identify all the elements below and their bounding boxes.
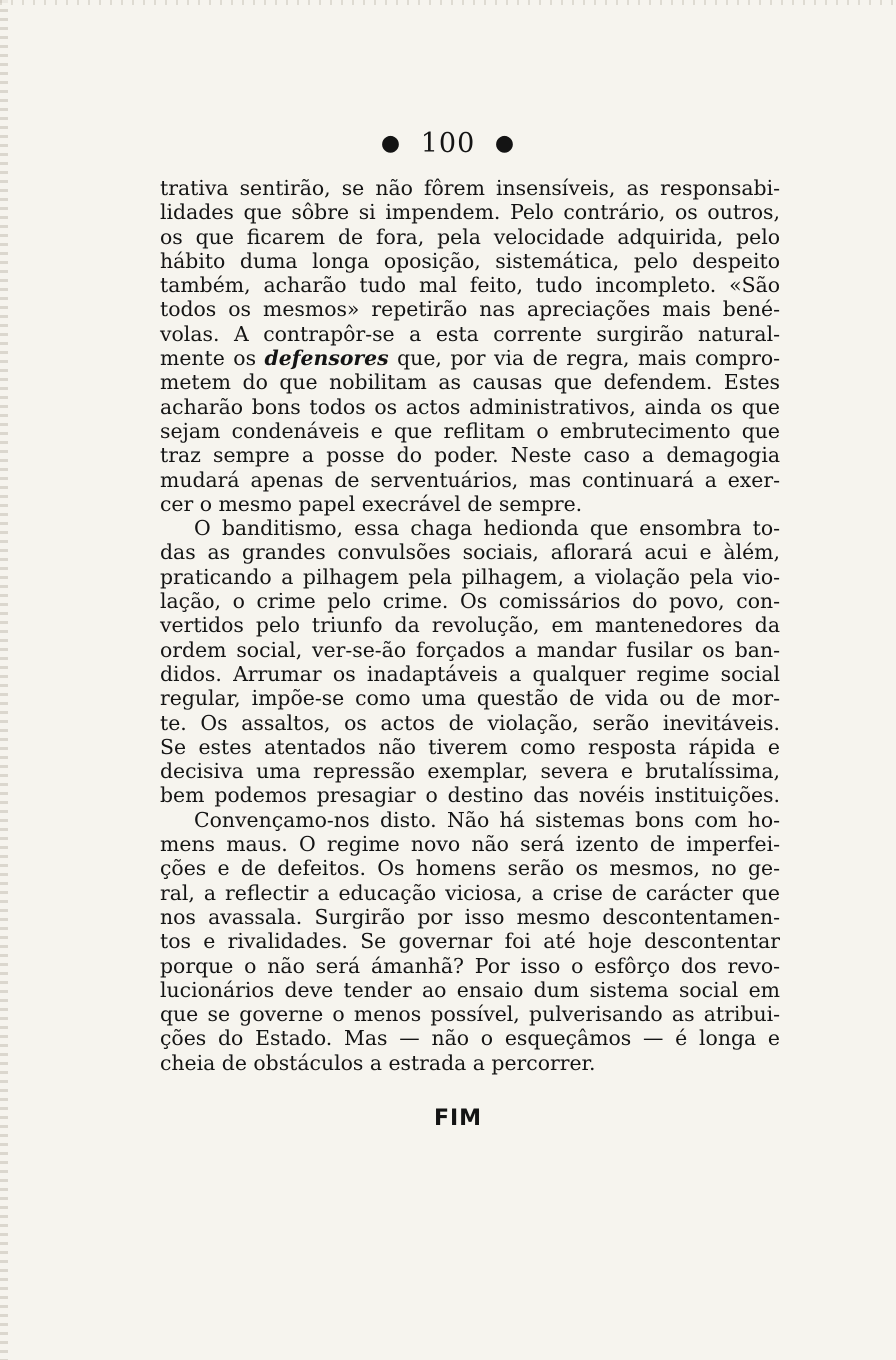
text-line: todos os mesmos» repetirão nas apreciações mais bené-	[160, 297, 780, 322]
text-line: didos. Arrumar os inadaptáveis a qualquer regime social	[160, 661, 780, 686]
text-line: O banditismo, essa chaga hedionda que ensombra to-	[194, 516, 780, 541]
text-line: Se estes atentados não tiverem como resposta rápida e	[160, 734, 780, 759]
text-line: cer o mesmo papel execrável de sempre.	[160, 491, 583, 516]
text-line: regular, impõe-se como uma questão de vida ou de mor-	[160, 686, 780, 711]
page-number: 100	[420, 128, 476, 159]
page-edge-left	[0, 0, 8, 1360]
text-line: decisiva uma repressão exemplar, severa e brutalíssima,	[160, 759, 780, 784]
text-line: ções e de defeitos. Os homens serão os mesmos, no ge-	[160, 856, 780, 881]
emphasis: defensores	[264, 346, 389, 371]
text-line: lação, o crime pelo crime. Os comissários do povo, con-	[160, 589, 780, 614]
text-line: mente os defensores que, por via de regra, mais compro-	[160, 346, 780, 371]
text-line: também, acharão tudo mal feito, tudo incompleto. «São	[160, 273, 780, 298]
page-edge-top	[0, 0, 896, 5]
text-line: bem podemos presagiar o destino das novéis instituições.	[160, 783, 780, 808]
text-line: tos e rivalidades. Se governar foi até hoje descontentar	[160, 929, 780, 954]
text-line: lucionários deve tender ao ensaio dum sistema social em	[160, 977, 780, 1002]
text-line: nos avassala. Surgirão por isso mesmo descontentamen-	[160, 904, 780, 929]
end-label: FIM	[433, 1106, 483, 1131]
text-line: mudará apenas de serventuários, mas continuará a exer-	[160, 467, 780, 492]
text-line: das as grandes convulsões sociais, aflorará acui e àlém,	[160, 540, 780, 565]
text-line: volas. A contrapôr-se a esta corrente surgirão natural-	[160, 321, 780, 346]
text-line: te. Os assaltos, os actos de violação, serão inevitáveis.	[160, 710, 780, 735]
text-line: sejam condenáveis e que reflitam o embrutecimento que	[160, 418, 780, 443]
text-line: que se governe o menos possível, pulverisando as atribui-	[160, 1002, 780, 1027]
text-line: metem do que nobilitam as causas que defendem. Estes	[160, 370, 780, 395]
text-line: acharão bons todos os actos administrativos, ainda os que	[160, 394, 780, 419]
page-header	[0, 128, 896, 159]
text-line: ral, a reflectir a educação viciosa, a crise de carácter que	[160, 880, 780, 905]
text-line: Convençamo-nos disto. Não há sistemas bons com ho-	[194, 807, 780, 832]
text-line: traz sempre a posse do poder. Neste caso a demagogia	[160, 443, 780, 468]
text-line: ções do Estado. Mas — não o esqueçâmos — é longa e	[160, 1026, 780, 1051]
bullet-right: ●	[494, 131, 516, 156]
body-text	[160, 176, 780, 1075]
text-line: ordem social, ver-se-ão forçados a mandar fusilar os ban-	[160, 637, 780, 662]
text-line: hábito duma longa oposição, sistemática, pelo despeito	[160, 248, 780, 273]
bullet-left: ●	[380, 131, 402, 156]
text-line: trativa sentirão, se não fôrem insensíveis, as responsabi-	[160, 176, 780, 200]
text-line: porque o não será ámanhã? Por isso o esfôrço dos revo-	[160, 953, 780, 978]
text-line: vertidos pelo triunfo da revolução, em mantenedores da	[160, 613, 780, 638]
text-line: mens maus. O regime novo não será izento de imperfei-	[160, 832, 780, 857]
text-line: praticando a pilhagem pela pilhagem, a violação pela vio-	[160, 564, 780, 589]
text-line: os que ficarem de fora, pela velocidade adquirida, pelo	[160, 224, 780, 249]
text-line: lidades que sôbre si impendem. Pelo contrário, os outros,	[160, 200, 780, 225]
text-line: cheia de obstáculos a estrada a percorrer.	[160, 1050, 596, 1075]
